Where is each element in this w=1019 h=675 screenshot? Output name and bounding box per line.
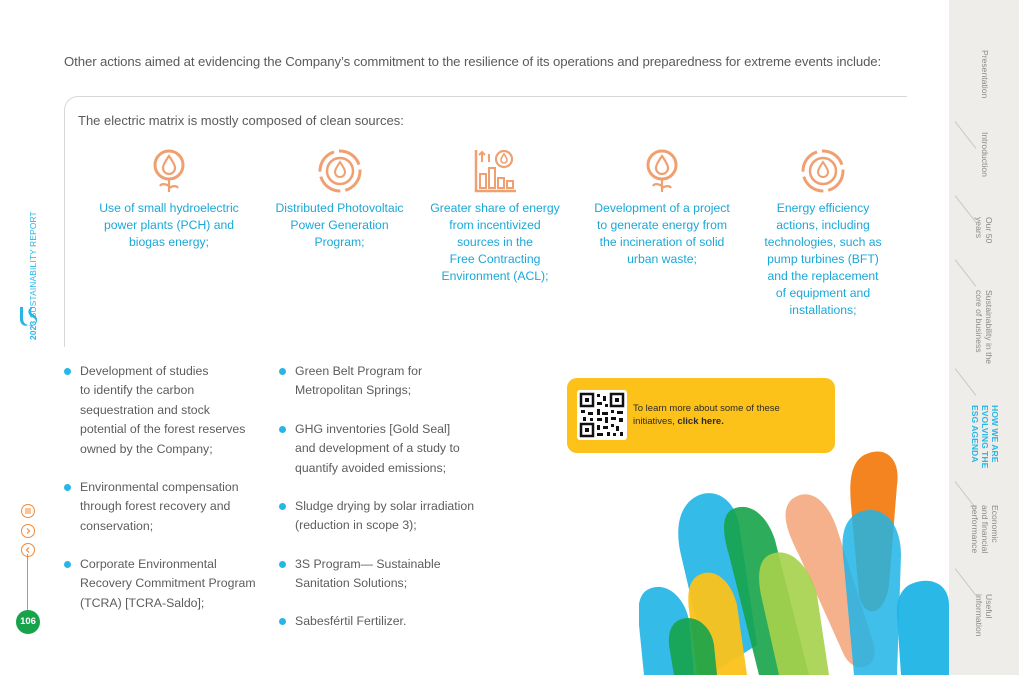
bullet-line: and development of a study to xyxy=(295,441,460,456)
sidebar-item-sustainability[interactable]: Sustainability in the core of business xyxy=(974,290,994,365)
sidebar-item-presentation[interactable]: Presentation xyxy=(980,50,990,99)
bullet-line: (TCRA) [TCRA-Saldo]; xyxy=(80,595,205,610)
next-page-icon[interactable] xyxy=(21,524,35,538)
page-number: 106 xyxy=(16,610,40,634)
intro-text: Other actions aimed at evidencing the Company’s commitment to the resilience of its operations and preparedness for extreme events include: xyxy=(64,54,882,69)
nav-line xyxy=(27,554,28,612)
item-line: power plants (PCH) and xyxy=(103,218,235,232)
flower-drop-icon xyxy=(152,148,186,194)
panel-title: The electric matrix is mostly composed of clean sources: xyxy=(78,113,404,128)
item-line: pump turbines (BFT) xyxy=(767,252,879,266)
card-text-body: To learn more about some of these initiatives, xyxy=(633,403,780,427)
bullet-line: GHG inventories [Gold Seal] xyxy=(295,422,451,436)
bullet-item xyxy=(80,362,245,459)
item-line: Greater share of energy xyxy=(430,201,560,215)
sidebar-item-introduction[interactable]: Introduction xyxy=(980,132,990,177)
bullet-item xyxy=(295,420,460,478)
item-line: Environment (ACL); xyxy=(441,269,549,283)
item-line: Use of small hydroelectric xyxy=(99,201,239,215)
item-small-hydro xyxy=(86,148,252,251)
sidebar-item-our-50-years[interactable]: Our 50 years xyxy=(974,217,994,244)
item-line: actions, including xyxy=(776,218,870,232)
report-label xyxy=(28,211,38,340)
qr-code-icon[interactable] xyxy=(577,390,627,440)
bullet-dot xyxy=(64,561,71,568)
bullet-line: conservation; xyxy=(80,518,154,533)
bullet-dot xyxy=(279,618,286,625)
bullet-line: quantify avoided emissions; xyxy=(295,460,447,475)
item-waste-incineration xyxy=(582,148,742,268)
bullet-line: Green Belt Program for xyxy=(295,364,423,378)
item-line: of equipment and xyxy=(775,286,871,300)
report-year: 2023 xyxy=(28,320,38,340)
flower-drop-icon xyxy=(645,148,679,194)
bullet-line: Metropolitan Springs; xyxy=(295,383,412,398)
item-line: Program; xyxy=(314,235,365,249)
bullet-dot xyxy=(64,484,71,491)
click-here-link[interactable]: click here. xyxy=(677,415,724,427)
bullet-line: potential of the forest reserves xyxy=(80,422,246,437)
bullet-item xyxy=(295,362,422,401)
bullet-line: sequestration and stock xyxy=(80,402,210,417)
item-line: Free Contracting xyxy=(449,252,541,266)
bullet-item xyxy=(295,612,406,631)
item-line: the incineration of solid xyxy=(599,235,725,249)
bullet-item xyxy=(295,555,441,594)
learn-more-card[interactable] xyxy=(567,378,835,453)
bullet-line: Environmental compensation xyxy=(80,480,239,494)
item-line: to generate energy from xyxy=(596,218,728,232)
bullet-line: (reduction in scope 3); xyxy=(295,518,417,533)
item-line: technologies, such as xyxy=(764,235,882,249)
cycle-drop-icon xyxy=(800,148,846,194)
bullet-line: Sabesfértil Fertilizer. xyxy=(295,614,407,628)
item-line: installations; xyxy=(789,303,857,317)
cycle-drop-icon xyxy=(317,148,363,194)
bullet-line: Sludge drying by solar irradiation xyxy=(295,499,475,513)
bullet-dot xyxy=(64,368,71,375)
item-line: urban waste; xyxy=(627,252,697,266)
bullet-item xyxy=(80,478,239,536)
bullet-line: through forest recovery and xyxy=(80,499,231,514)
item-incentivized-sources xyxy=(420,148,570,285)
decorative-leaves xyxy=(639,445,949,675)
menu-icon[interactable] xyxy=(21,504,35,518)
previous-page-icon[interactable] xyxy=(21,543,35,557)
item-line: biogas energy; xyxy=(129,235,209,249)
bullet-line: Development of studies xyxy=(80,364,209,378)
item-energy-efficiency xyxy=(752,148,894,319)
bullet-dot xyxy=(279,426,286,433)
item-line: and the replacement xyxy=(767,269,879,283)
bullet-line: Recovery Commitment Program xyxy=(80,576,256,591)
bullet-line: to identify the carbon xyxy=(80,383,195,398)
card-text xyxy=(633,403,823,428)
bullet-line: 3S Program— Sustainable xyxy=(295,557,441,571)
item-line: Development of a project xyxy=(594,201,730,215)
bar-chart-drop-icon xyxy=(472,148,518,194)
bullet-item xyxy=(80,555,256,613)
item-line: Power Generation xyxy=(290,218,389,232)
bullet-dot xyxy=(279,561,286,568)
item-line: Distributed Photovoltaic xyxy=(275,201,404,215)
sidebar-item-economic-performance[interactable]: Economic and financial performance xyxy=(970,505,1000,554)
bullet-item xyxy=(295,497,474,536)
bullet-line: Sanitation Solutions; xyxy=(295,576,408,591)
item-line: Energy efficiency xyxy=(776,201,870,215)
sidebar-item-useful-information[interactable]: Useful information xyxy=(974,594,994,637)
bullet-line: Corporate Environmental xyxy=(80,557,217,571)
report-title: SUSTAINABILITY REPORT xyxy=(28,211,38,319)
bullet-dot xyxy=(279,368,286,375)
bullet-line: owned by the Company; xyxy=(80,441,213,456)
sidebar-item-esg-agenda[interactable]: HOW WE ARE EVOLVING THE ESG AGENDA xyxy=(970,405,1000,469)
bullet-dot xyxy=(279,503,286,510)
item-line: sources in the xyxy=(457,235,533,249)
item-line: from incentivized xyxy=(449,218,541,232)
item-photovoltaic xyxy=(262,148,417,251)
